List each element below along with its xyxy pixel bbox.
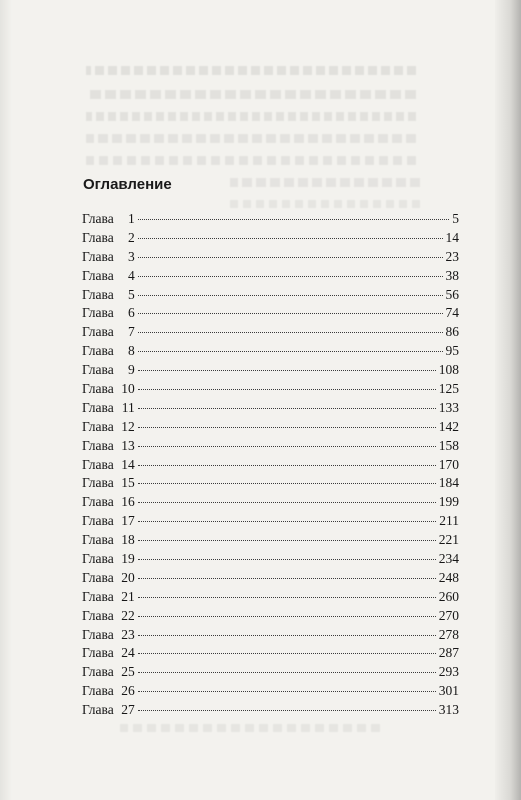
page-number: 301 [438,683,459,699]
toc-entry [82,569,459,588]
page-number: 5 [452,211,459,226]
chapter-number: 9 [127,362,135,378]
chapter-label: Глава [82,324,114,340]
chapter-number: 15 [121,475,135,491]
dot-leader [138,219,450,220]
toc-entry [82,210,459,229]
page-number: 95 [445,343,459,359]
page-number: 234 [438,551,459,567]
dot-leader [138,427,436,428]
page-number: 293 [438,664,459,680]
chapter-number: 18 [121,532,135,548]
page-number: 125 [438,381,459,397]
dot-leader [138,313,443,314]
chapter-label: Глава [82,702,114,718]
dot-leader [138,710,436,711]
dot-leader [138,389,436,390]
page-edge-shadow [495,0,521,800]
toc-entry [82,456,459,475]
chapter-number: 13 [121,437,135,453]
chapter-label: Глава [82,607,114,623]
page-number: 211 [439,513,459,529]
chapter-number: 7 [127,324,135,340]
chapter-label: Глава [82,305,114,321]
chapter-label: Глава [82,286,114,302]
dot-leader [138,616,436,617]
chapter-label: Глава [82,569,114,585]
toc-entry [82,399,459,418]
dot-leader [138,578,436,579]
chapter-label: Глава [82,381,114,397]
chapter-label: Глава [82,362,114,378]
toc-entry [82,588,459,607]
chapter-label: Глава [82,551,114,567]
chapter-number: 2 [127,229,135,245]
toc-entry [82,531,459,550]
page-number: 158 [438,437,459,453]
toc-entry [82,682,459,701]
page-number: 278 [438,626,459,642]
dot-leader [138,295,443,296]
toc-entry [82,286,459,305]
toc-entry [82,493,459,512]
chapter-number: 21 [121,588,135,604]
toc-entry [82,380,459,399]
dot-leader [138,332,443,333]
dot-leader [138,653,436,654]
toc-entry [82,437,459,456]
chapter-label: Глава [82,418,114,434]
toc-entry [82,474,459,493]
toc-list [82,210,459,720]
dot-leader [138,370,436,371]
toc-entry [82,644,459,663]
chapter-label: Глава [82,437,114,453]
toc-entry [82,550,459,569]
chapter-label: Глава [82,645,114,661]
dot-leader [138,502,436,503]
chapter-label: Глава [82,664,114,680]
chapter-label: Глава [82,513,114,529]
chapter-label: Глава [82,532,114,548]
chapter-number: 3 [127,248,135,264]
toc-entry [82,342,459,361]
page-number: 108 [438,362,459,378]
chapter-label: Глава [82,229,114,245]
toc-entry [82,323,459,342]
chapter-label: Глава [82,211,114,226]
chapter-label: Глава [82,494,114,510]
page-number: 313 [438,702,459,718]
dot-leader [138,597,436,598]
chapter-label: Глава [82,626,114,642]
chapter-number: 6 [127,305,135,321]
dot-leader [138,483,436,484]
chapter-label: Глава [82,343,114,359]
chapter-number: 22 [121,607,135,623]
dot-leader [138,465,436,466]
page-number: 221 [438,532,459,548]
page-number: 23 [445,248,459,264]
page-number: 74 [445,305,459,321]
chapter-number: 23 [121,626,135,642]
chapter-label: Глава [82,683,114,699]
page-number: 270 [438,607,459,623]
page-number: 248 [438,569,459,585]
toc-entry [82,304,459,323]
dot-leader [138,446,436,447]
chapter-label: Глава [82,248,114,264]
chapter-number: 4 [127,267,135,283]
page-number: 86 [445,324,459,340]
chapter-number: 19 [121,551,135,567]
dot-leader [138,691,436,692]
chapter-number: 27 [121,702,135,718]
chapter-number: 10 [121,381,135,397]
chapter-number: 20 [121,569,135,585]
page-number: 14 [445,229,459,245]
chapter-number: 17 [121,513,135,529]
toc-entry [82,361,459,380]
toc-entry [82,663,459,682]
chapter-label: Глава [82,588,114,604]
chapter-number: 12 [121,418,135,434]
chapter-label: Глава [82,399,114,415]
chapter-label: Глава [82,456,114,472]
chapter-number: 16 [121,494,135,510]
page-number: 56 [445,286,459,302]
gutter-shadow [0,0,12,800]
toc-entry [82,229,459,248]
dot-leader [138,521,437,522]
toc-entry [82,701,459,720]
toc-entry [82,512,459,531]
chapter-number: 11 [121,399,135,415]
page-number: 260 [438,588,459,604]
page-number: 38 [445,267,459,283]
page-number: 133 [438,399,459,415]
toc-entry [82,267,459,286]
chapter-number: 5 [127,286,135,302]
page-number: 184 [438,475,459,491]
chapter-number: 14 [121,456,135,472]
dot-leader [138,672,436,673]
toc-entry [82,626,459,645]
toc-entry [82,248,459,267]
chapter-number: 24 [121,645,135,661]
dot-leader [138,257,443,258]
page-number: 142 [438,418,459,434]
page-number: 287 [438,645,459,661]
chapter-label: Глава [82,267,114,283]
chapter-number: 25 [121,664,135,680]
toc-title: Оглавление [83,176,172,193]
dot-leader [138,351,443,352]
dot-leader [138,408,436,409]
dot-leader [138,635,436,636]
chapter-number: 1 [127,211,135,226]
chapter-number: 26 [121,683,135,699]
chapter-number: 8 [127,343,135,359]
page-number: 170 [438,456,459,472]
page-number: 199 [438,494,459,510]
dot-leader [138,238,443,239]
chapter-label: Глава [82,475,114,491]
toc-entry [82,418,459,437]
dot-leader [138,540,436,541]
dot-leader [138,276,443,277]
dot-leader [138,559,436,560]
toc-entry [82,607,459,626]
